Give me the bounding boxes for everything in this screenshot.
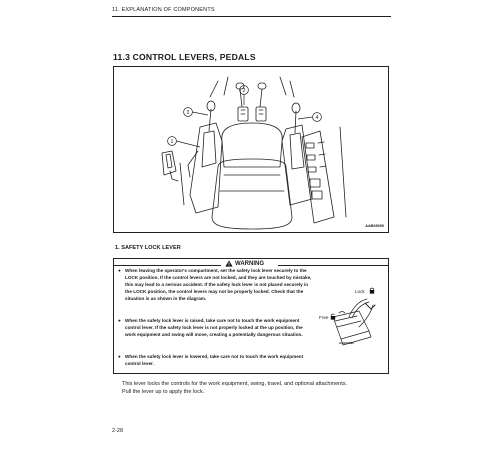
bullet-icon: ● bbox=[118, 354, 121, 359]
lock-icon bbox=[369, 287, 375, 294]
lever-description bbox=[113, 381, 389, 397]
warning-item bbox=[118, 318, 314, 339]
unlock-icon bbox=[330, 313, 336, 320]
control-levers-figure bbox=[113, 66, 389, 233]
subsection-title: 1. SAFETY LOCK LEVER bbox=[115, 245, 181, 251]
description-paragraph: Pull the lever up to apply the lock. bbox=[122, 388, 205, 395]
safety-lock-lever-illustration bbox=[319, 287, 385, 347]
warning-item-text: When leaving the operator's compartment, set the safety lock lever securely to the LOCK position. If the control levers are not locked, and they are touched by mistake, this may lead to a serious accident. If the safety lock lever is not placed securely in the LOCK position, the control levers may not be properly locked. Check that the situation is as shown in the diagram. bbox=[125, 268, 312, 301]
bullet-icon: ● bbox=[118, 268, 121, 273]
warning-item-text: When the safety lock lever is raised, take care not to touch the work equipment control lever. If the safety lock lever is not properly locked at the up position, the work equipment and swing will move, creating a potentially dangerous situation. bbox=[125, 318, 303, 337]
lock-label: Lock bbox=[355, 289, 365, 294]
warning-rule-left bbox=[114, 265, 221, 266]
safety-lock-lever-figure bbox=[319, 287, 385, 347]
warning-item bbox=[118, 354, 314, 368]
figure-code: AAB08090 bbox=[365, 224, 384, 228]
header-rule bbox=[112, 16, 391, 17]
cab-interior-illustration bbox=[114, 67, 388, 232]
callout-1: 1 bbox=[170, 139, 174, 145]
lever-figure-code: AAB03090 bbox=[339, 341, 354, 345]
warning-item-text: When the safety lock lever is lowered, take care not to touch the work equipment control lever. bbox=[125, 354, 304, 366]
warning-heading bbox=[225, 260, 264, 267]
warning-triangle-icon bbox=[225, 260, 233, 267]
section-title: 11.3 CONTROL LEVERS, PEDALS bbox=[113, 52, 256, 62]
warning-box bbox=[113, 258, 389, 374]
warning-item bbox=[118, 268, 314, 303]
callout-3: 3 bbox=[186, 110, 190, 116]
free-label: Free bbox=[319, 315, 329, 320]
callout-2: 2 bbox=[242, 88, 246, 94]
chapter-header: 11. EXPLANATION OF COMPONENTS bbox=[112, 7, 215, 13]
callout-4: 4 bbox=[315, 115, 319, 121]
bullet-icon: ● bbox=[118, 318, 121, 323]
page-number: 2-28 bbox=[112, 428, 124, 434]
description-paragraph: This lever locks the controls for the work equipment, swing, travel, and optional attachments. bbox=[122, 381, 347, 387]
warning-rule-right bbox=[278, 265, 388, 266]
warning-heading-text: WARNING bbox=[235, 260, 264, 267]
